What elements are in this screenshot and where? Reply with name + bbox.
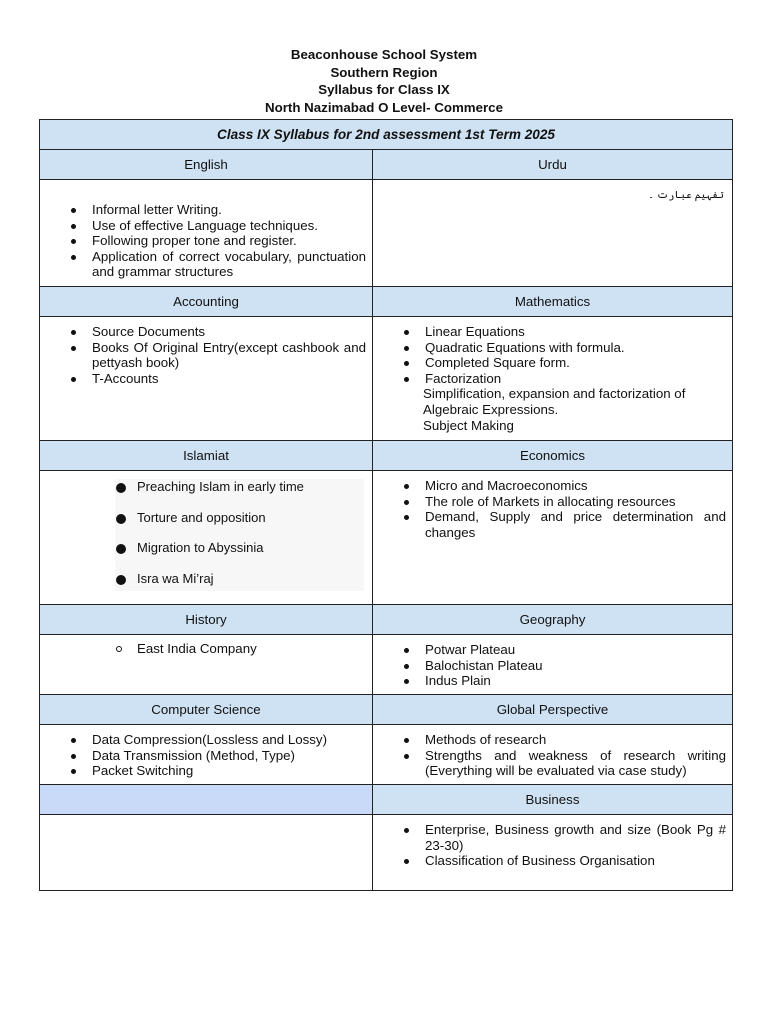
list-item: T-Accounts	[92, 371, 366, 387]
list-item: Informal letter Writing.	[92, 202, 366, 218]
subject-header-row	[40, 785, 733, 815]
list-item: Data Transmission (Method, Type)	[92, 748, 366, 764]
subject-geography: Geography	[373, 605, 733, 635]
subject-english: English	[40, 150, 373, 180]
syllabus-table	[39, 119, 733, 891]
subject-header-row	[40, 287, 733, 317]
subject-computer-science: Computer Science	[40, 695, 373, 725]
table-title-row	[40, 120, 733, 150]
list-item: Source Documents	[92, 324, 366, 340]
syllabus-title: Syllabus for Class IX	[318, 82, 450, 98]
subject-islamiat: Islamiat	[40, 441, 373, 471]
subject-urdu: Urdu	[373, 150, 733, 180]
business-topics	[373, 822, 732, 869]
subject-content-row	[40, 635, 733, 695]
mathematics-topics	[373, 324, 732, 386]
list-item: Books Of Original Entry(except cashbook and pettyash book)	[92, 339, 366, 371]
subject-content-row	[40, 815, 733, 891]
document-header	[0, 46, 768, 117]
list-item: Indus Plain	[425, 673, 726, 689]
list-item: Completed Square form.	[425, 355, 726, 371]
list-item: Classification of Business Organisation	[425, 853, 726, 869]
subject-header-row	[40, 150, 733, 180]
list-item: Use of effective Language techniques.	[92, 218, 366, 234]
list-item: Migration to Abyssinia	[137, 540, 364, 571]
list-item: The role of Markets in allocating resources	[425, 494, 726, 510]
global-perspective-topics	[373, 732, 732, 779]
subject-content-row	[40, 317, 733, 441]
geography-topics	[373, 642, 732, 689]
subject-global-perspective: Global Perspective	[373, 695, 733, 725]
list-item: Data Compression(Lossless and Lossy)	[92, 732, 366, 748]
subject-header-row	[40, 695, 733, 725]
list-item: Following proper tone and register.	[92, 233, 366, 249]
accounting-topics	[40, 324, 372, 386]
urdu-topic: تفہیم عبارت ۔	[648, 190, 724, 201]
computer-science-topics	[40, 732, 372, 779]
region: Southern Region	[330, 64, 438, 80]
empty-header-cell	[40, 785, 373, 815]
mathematics-extra-line: Algebraic Expressions.	[423, 401, 559, 417]
economics-topics	[373, 478, 732, 540]
list-item: Potwar Plateau	[425, 642, 726, 658]
subject-content-row	[40, 180, 733, 287]
list-item: Isra wa Mi’raj	[137, 571, 364, 591]
list-item: Factorization	[425, 371, 726, 387]
subject-mathematics: Mathematics	[373, 287, 733, 317]
subject-header-row	[40, 441, 733, 471]
list-item: Application of correct vocabulary, punctuation and grammar structures	[92, 248, 366, 280]
subject-content-row	[40, 725, 733, 785]
school-name: Beaconhouse School System	[290, 47, 478, 62]
list-item: East India Company	[40, 635, 372, 657]
english-topics	[40, 202, 372, 280]
mathematics-extra-line: Simplification, expansion and factorization of	[423, 386, 686, 402]
empty-content-cell	[40, 815, 373, 891]
subject-accounting: Accounting	[40, 287, 373, 317]
mathematics-extra-line: Subject Making	[423, 417, 514, 433]
table-title: Class IX Syllabus for 2nd assessment 1st Term 2025	[40, 120, 733, 150]
islamiat-topics	[115, 479, 364, 591]
list-item: Packet Switching	[92, 763, 366, 779]
subject-content-row	[40, 471, 733, 605]
subject-business: Business	[373, 785, 733, 815]
list-item: Methods of research	[425, 732, 726, 748]
list-item: Torture and opposition	[137, 510, 364, 541]
list-item: Linear Equations	[425, 324, 726, 340]
list-item: Demand, Supply and price determination and changes	[425, 509, 726, 540]
list-item: Balochistan Plateau	[425, 658, 726, 674]
list-item: Enterprise, Business growth and size (Book Pg # 23-30)	[425, 822, 726, 853]
campus-stream: North Nazimabad O Level- Commerce	[265, 100, 503, 116]
subject-header-row	[40, 605, 733, 635]
list-item: Quadratic Equations with formula.	[425, 340, 726, 356]
subject-history: History	[40, 605, 373, 635]
list-item: Micro and Macroeconomics	[425, 478, 726, 494]
list-item: Strengths and weakness of research writing (Everything will be evaluated via case study)	[425, 747, 726, 779]
list-item: Preaching Islam in early time	[137, 479, 364, 510]
subject-economics: Economics	[373, 441, 733, 471]
